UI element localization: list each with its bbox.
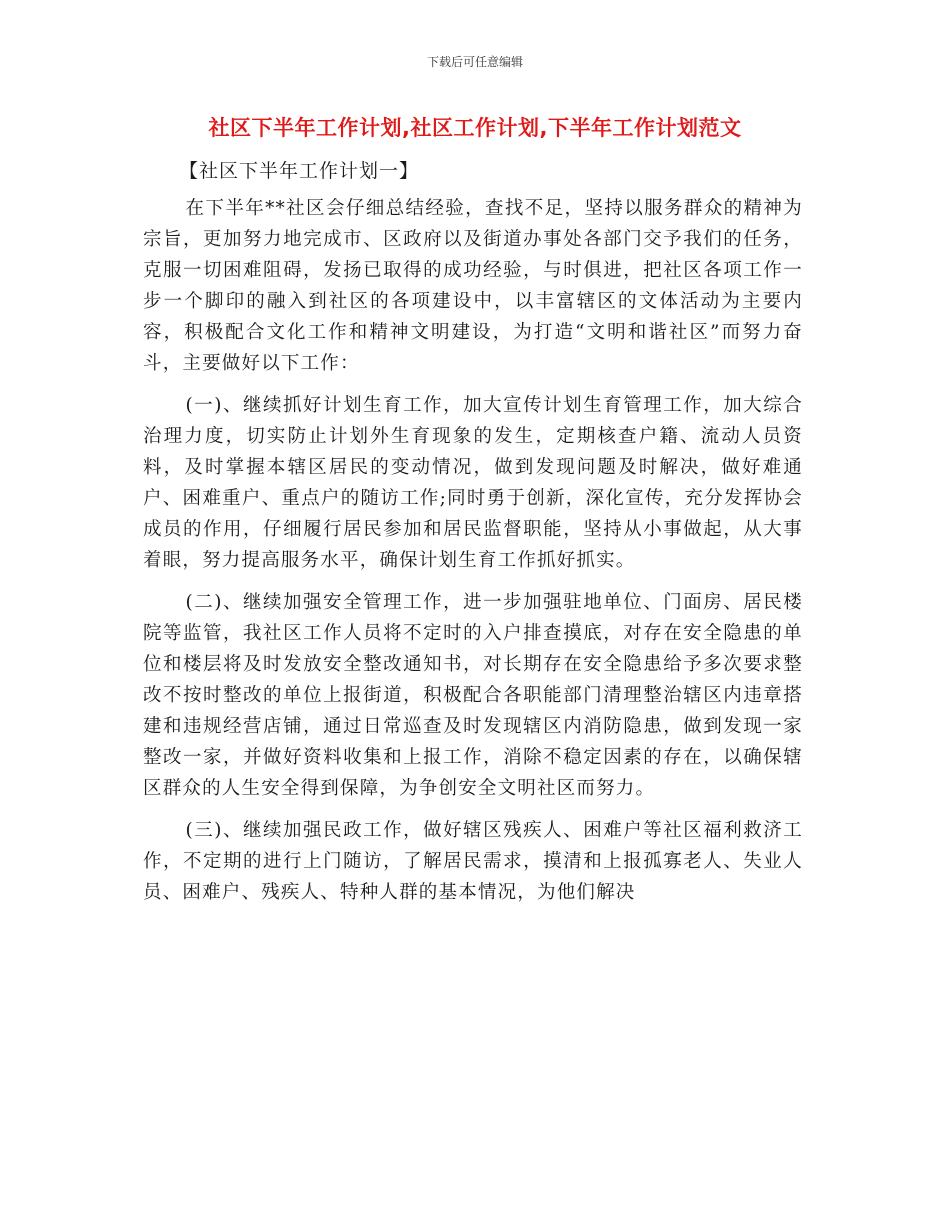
page-header-note: 下载后可任意编辑: [426, 55, 523, 69]
document-title: 社区下半年工作计划,社区工作计划,下半年工作计划范文: [208, 116, 742, 140]
paragraph-item-2: (二)、继续加强安全管理工作，进一步加强驻地单位、门面房、居民楼院等监管，我社区工作人员将不定时的入户排查摸底，对存在安全隐患的单位和楼层将及时发放安全整改通知书，对长期存在安全隐患给予多次要求整改不按时整改的单位上报街道，积极配合各职能部门清理整治辖区内违章搭建和违规经营店铺，通过日常巡查及时发现辖区内消防隐患，做到发现一家整改一家，并做好资料收集和上报工作，消除不稳定因素的存在，以确保辖区群众的人生安全得到保障，为争创安全文明社区而努力。: [143, 592, 803, 799]
paragraph-item-3: (三)、继续加强民政工作，做好辖区残疾人、困难户等社区福利救济工作，不定期的进行上门随访，了解居民需求，摸清和上报孤寡老人、失业人员、困难户、残疾人、特种人群的基本情况，为他们解决: [143, 820, 803, 903]
section-heading: 【社区下半年工作计划一】: [179, 160, 420, 182]
document-body: [143, 156, 803, 919]
paragraph-item-1: (一)、继续抓好计划生育工作，加大宣传计划生育管理工作，加大综合治理力度，切实防止计划外生育现象的发生，定期核查户籍、流动人员资料，及时掌握本辖区居民的变动情况，做到发现问题及时解决，做好难通户、困难重户、重点户的随访工作;同时勇于创新，深化宣传，充分发挥协会成员的作用，仔细履行居民参加和居民监督职能，坚持从小事做起，从大事着眼，努力提高服务水平，确保计划生育工作抓好抓实。: [143, 395, 803, 571]
paragraph-intro: 在下半年**社区会仔细总结经验，查找不足，坚持以服务群众的精神为宗旨，更加努力地完成市、区政府以及街道办事处各部门交予我们的任务，克服一切困难阻碍，发扬已取得的成功经验，与时俱进，把社区各项工作一步一个脚印的融入到社区的各项建设中，以丰富辖区的文体活动为主要内容，积极配合文化工作和精神文明建设，为打造“文明和谐社区”而努力奋斗，主要做好以下工作：: [143, 198, 803, 374]
